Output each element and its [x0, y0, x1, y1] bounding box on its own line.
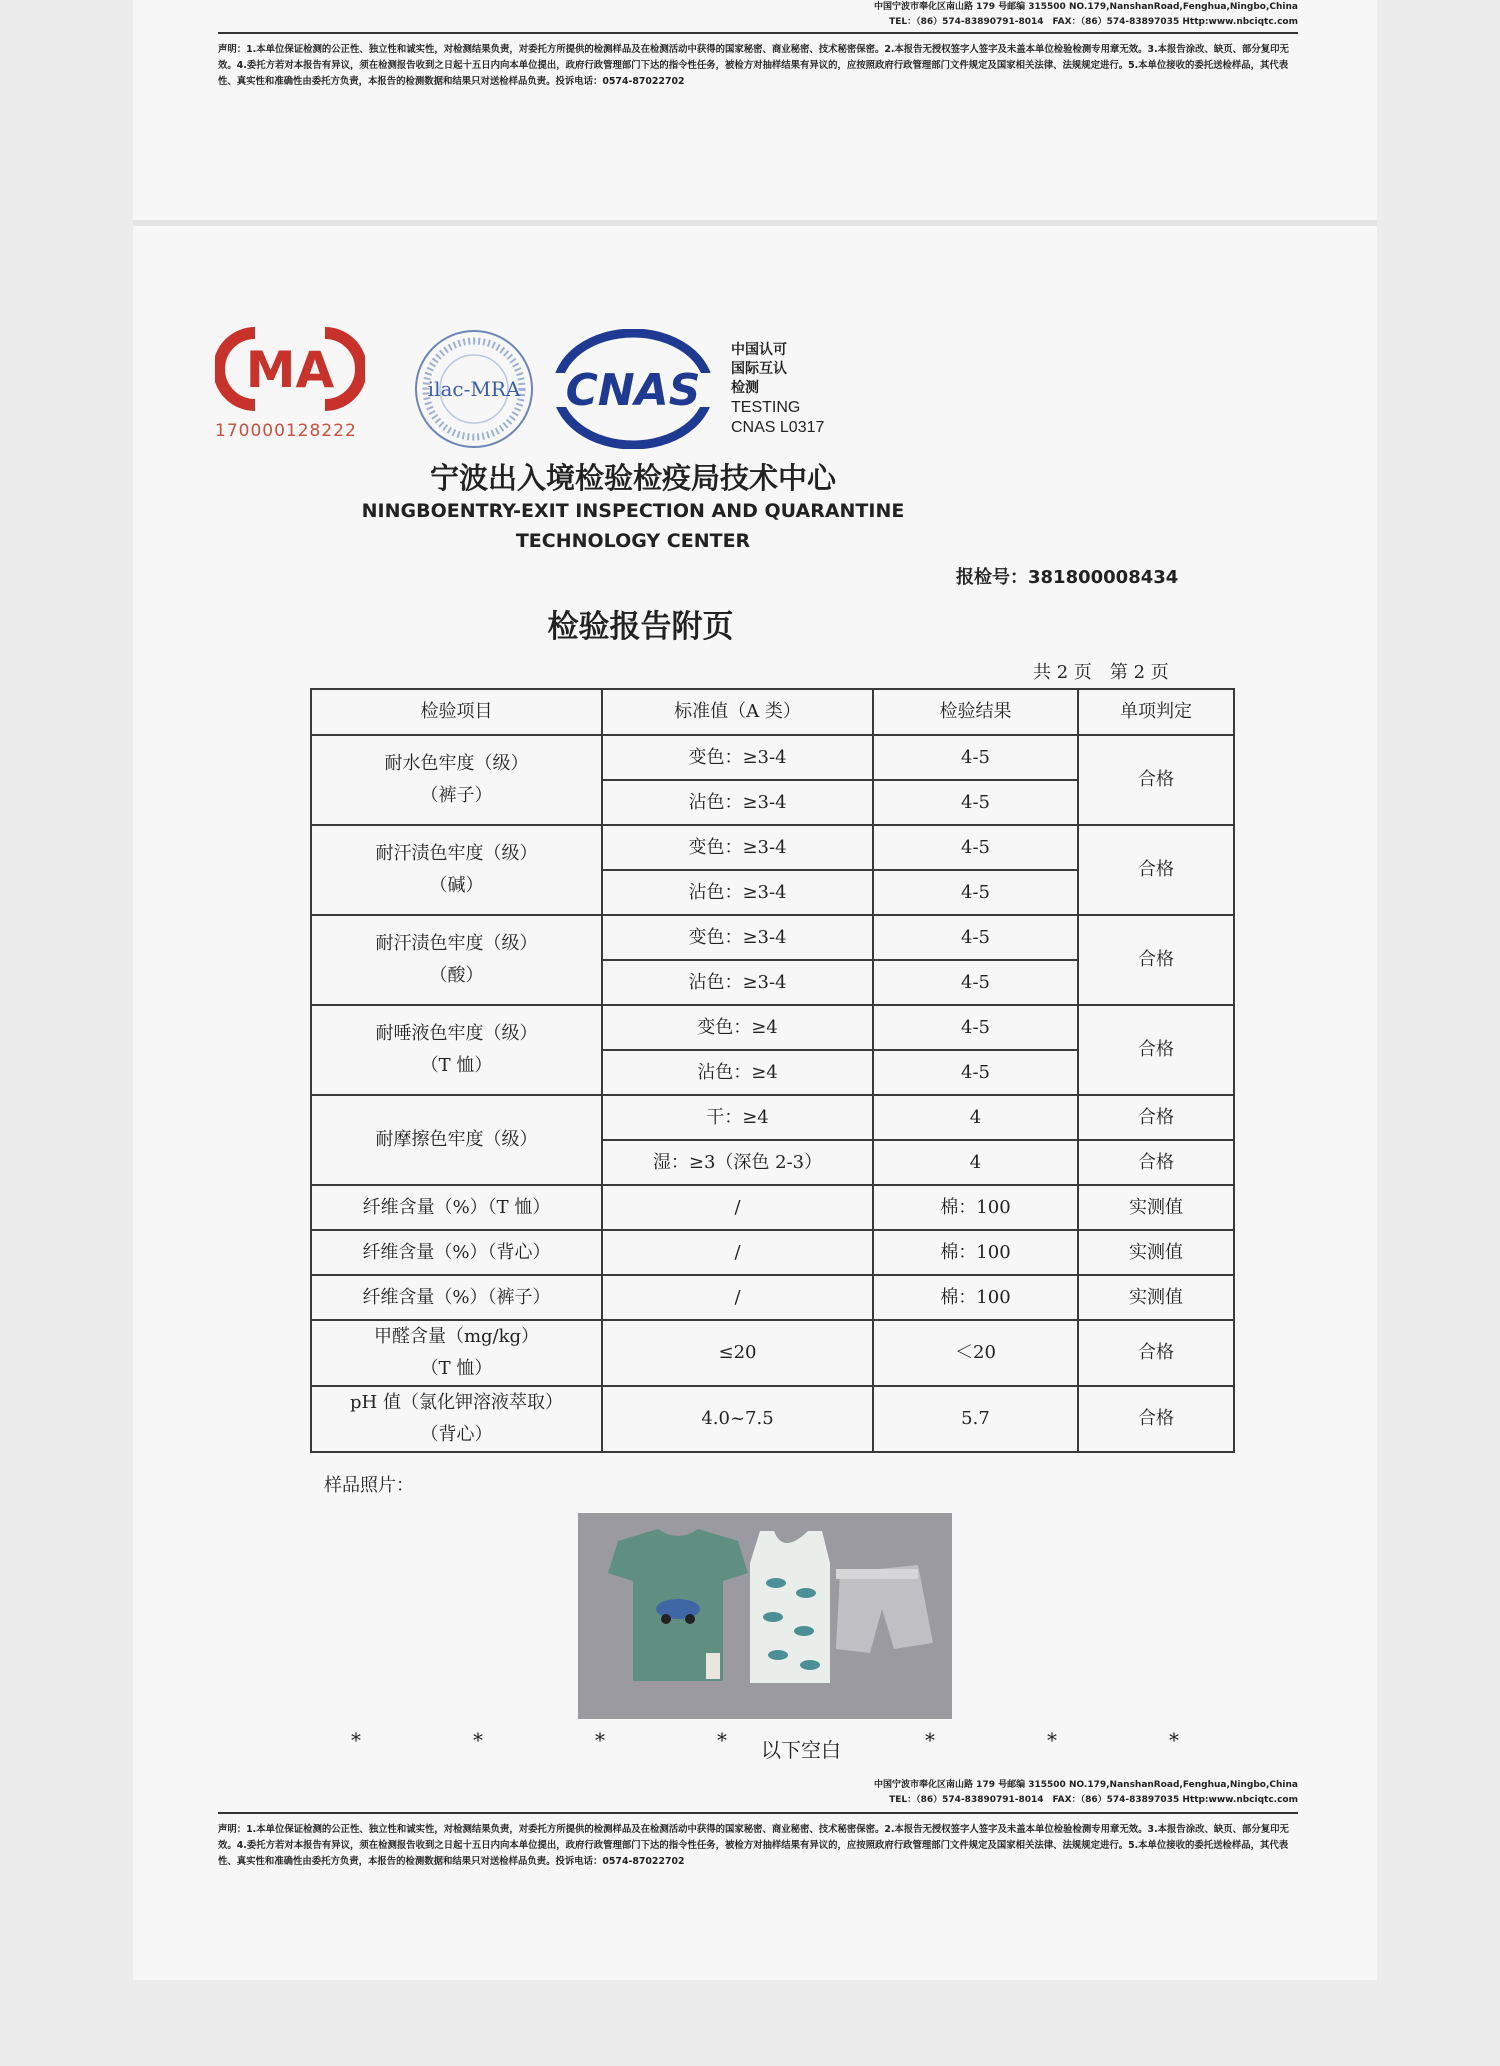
standard-cell: 湿：≥3（深色 2-3）: [602, 1140, 873, 1185]
standard-cell: 4.0~7.5: [602, 1386, 873, 1452]
item-cell: 纤维含量（%）（背心）: [311, 1230, 602, 1275]
item-cell: 甲醛含量（mg/kg） （T 恤）: [311, 1320, 602, 1386]
verdict-cell: 实测值: [1078, 1275, 1234, 1320]
cma-number: 170000128222: [215, 421, 357, 441]
col-header-item: 检验项目: [311, 689, 602, 735]
cnas-logo-text: CNAS: [565, 365, 701, 416]
table-row: [311, 1275, 1234, 1320]
page-indicator: 共 2 页 第 2 页: [1033, 662, 1169, 683]
item-cell: 纤维含量（%）（T 恤）: [311, 1185, 602, 1230]
cnas-logo: [553, 329, 713, 453]
cma-mark-icon: [215, 325, 365, 415]
standard-cell: 沾色：≥4: [602, 1050, 873, 1095]
verdict-cell: 实测值: [1078, 1230, 1234, 1275]
item-cell: 纤维含量（%）（裤子）: [311, 1275, 602, 1320]
star-mark: *: [1047, 1728, 1057, 1752]
result-cell: 4-5: [873, 735, 1078, 780]
org-name-cn: 宁波出入境检验检疫局技术中心: [429, 461, 836, 495]
footer-address: [874, 0, 1298, 30]
cnas-side-line: 中国认可: [731, 342, 787, 358]
verdict-cell: 合格: [1078, 735, 1234, 825]
table-row: [311, 1230, 1234, 1275]
cnas-side-line: TESTING: [731, 399, 801, 416]
result-cell: 棉：100: [873, 1185, 1078, 1230]
table-row: [311, 1005, 1234, 1050]
standard-cell: 沾色：≥3-4: [602, 960, 873, 1005]
verdict-cell: 合格: [1078, 1005, 1234, 1095]
footer-divider: [218, 32, 1298, 34]
result-cell: 5.7: [873, 1386, 1078, 1452]
col-header-verdict: 单项判定: [1078, 689, 1234, 735]
table-row: [311, 1185, 1234, 1230]
cnas-side-line: CNAS L0317: [731, 419, 825, 436]
star-mark: *: [473, 1728, 483, 1752]
result-cell: 棉：100: [873, 1275, 1078, 1320]
org-name-en-line2: TECHNOLOGY CENTER: [515, 530, 751, 552]
result-cell: 4-5: [873, 1050, 1078, 1095]
verdict-cell: 合格: [1078, 1320, 1234, 1386]
address-line: 中国宁波市奉化区南山路 179 号邮编 315500 NO.179,NanshanRoad,Fenghua,Ningbo,China: [874, 1780, 1298, 1790]
table-row: [311, 825, 1234, 870]
contact-line: TEL：（86）574-83890791-8014 FAX：（86）574-83897035 Http:www.nbciqtc.com: [889, 1795, 1298, 1805]
sample-photo: [578, 1513, 952, 1723]
star-mark: *: [351, 1728, 361, 1752]
result-cell: 4: [873, 1095, 1078, 1140]
result-cell: 4-5: [873, 1005, 1078, 1050]
standard-cell: /: [602, 1230, 873, 1275]
ilac-logo-text: ilac-MRA: [427, 377, 521, 401]
footer-divider: [218, 1812, 1298, 1814]
result-cell: 4-5: [873, 825, 1078, 870]
verdict-cell: 合格: [1078, 825, 1234, 915]
verdict-cell: 合格: [1078, 1140, 1234, 1185]
declaration-text: 声明：1.本单位保证检测的公正性、独立性和诚实性，对检测结果负责，对委托方所提供的检测样品及在检测活动中获得的国家秘密、商业秘密、技术秘密保密。2.本报告无授权签字人签字及未盖本单位检验检测专用章无效。3.本报告涂改、缺页、部分复印无效。4.委托方若对本报告有异议，须在检测报告收到之日起十五日内向本单位提出，政府行政管理部门下达的指令性任务，被检方对抽样结果有异议的，应按照政府行政管理部门文件规定及国家相关法律、法规规定进行。5.本单位接收的委托送检样品，其代表性、真实性和准确性由委托方负责，本报告的检测数据和结果只对送检样品负责。投诉电话：0574-87022702: [218, 1824, 1289, 1867]
verdict-cell: 合格: [1078, 1095, 1234, 1140]
previous-page: [133, 0, 1377, 220]
ilac-globe-icon: [413, 328, 535, 450]
verdict-cell: 合格: [1078, 1386, 1234, 1452]
results-table: [310, 688, 1235, 1453]
star-mark: *: [595, 1728, 605, 1752]
standard-cell: 干：≥4: [602, 1095, 873, 1140]
declaration-text: 声明：1.本单位保证检测的公正性、独立性和诚实性，对检测结果负责，对委托方所提供的检测样品及在检测活动中获得的国家秘密、商业秘密、技术秘密保密。2.本报告无授权签字人签字及未盖本单位检验检测专用章无效。3.本报告涂改、缺页、部分复印无效。4.委托方若对本报告有异议，须在检测报告收到之日起十五日内向本单位提出，政府行政管理部门下达的指令性任务，被检方对抽样结果有异议的，应按照政府行政管理部门文件规定及国家相关法律、法规规定进行。5.本单位接收的委托送检样品，其代表性、真实性和准确性由委托方负责，本报告的检测数据和结果只对送检样品负责。投诉电话：0574-87022702: [218, 44, 1289, 87]
standard-cell: 沾色：≥3-4: [602, 870, 873, 915]
item-cell: pH 值（氯化钾溶液萃取） （背心）: [311, 1386, 602, 1452]
report-page: [133, 226, 1377, 1980]
result-cell: 4: [873, 1140, 1078, 1185]
result-cell: 4-5: [873, 915, 1078, 960]
garment-photo-icon: [578, 1513, 952, 1719]
standard-cell: ≤20: [602, 1320, 873, 1386]
ilac-logo: [413, 328, 535, 454]
standard-cell: 沾色：≥3-4: [602, 780, 873, 825]
cma-logo: [215, 325, 365, 441]
page-title: 检验报告附页: [547, 609, 734, 645]
table-row: [311, 915, 1234, 960]
result-cell: ＜20: [873, 1320, 1078, 1386]
star-mark: *: [1169, 1728, 1179, 1752]
item-cell: 耐汗渍色牢度（级） （碱）: [311, 825, 602, 915]
blank-below-text: 以下空白: [761, 1738, 841, 1762]
verdict-cell: 合格: [1078, 915, 1234, 1005]
item-cell: 耐汗渍色牢度（级） （酸）: [311, 915, 602, 1005]
table-row: [311, 1386, 1234, 1452]
standard-cell: /: [602, 1275, 873, 1320]
table-row: [311, 735, 1234, 780]
col-header-standard: 标准值（A 类）: [602, 689, 873, 735]
standard-cell: 变色：≥3-4: [602, 915, 873, 960]
report-number: 报检号：381800008434: [956, 567, 1179, 588]
table-row: [311, 1095, 1234, 1140]
result-cell: 棉：100: [873, 1230, 1078, 1275]
star-mark: *: [717, 1728, 727, 1752]
result-cell: 4-5: [873, 960, 1078, 1005]
table-row: [311, 1320, 1234, 1386]
cma-logo-text: MA: [245, 341, 335, 399]
col-header-result: 检验结果: [873, 689, 1078, 735]
standard-cell: 变色：≥4: [602, 1005, 873, 1050]
footer-address: [874, 1778, 1298, 1808]
table-header-row: [311, 689, 1234, 735]
org-name-en-line1: NINGBOENTRY-EXIT INSPECTION AND QUARANTINE: [361, 500, 905, 522]
standard-cell: 变色：≥3-4: [602, 735, 873, 780]
result-cell: 4-5: [873, 870, 1078, 915]
standard-cell: 变色：≥3-4: [602, 825, 873, 870]
item-cell: 耐水色牢度（级） （裤子）: [311, 735, 602, 825]
cnas-side-text: [731, 341, 824, 438]
cnas-side-line: 国际互认: [731, 361, 787, 377]
contact-line: TEL：（86）574-83890791-8014 FAX：（86）574-83897035 Http:www.nbciqtc.com: [889, 17, 1298, 27]
standard-cell: /: [602, 1185, 873, 1230]
star-mark: *: [925, 1728, 935, 1752]
result-cell: 4-5: [873, 780, 1078, 825]
cnas-side-line: 检测: [731, 380, 759, 396]
item-cell: 耐唾液色牢度（级） （T 恤）: [311, 1005, 602, 1095]
address-line: 中国宁波市奉化区南山路 179 号邮编 315500 NO.179,NanshanRoad,Fenghua,Ningbo,China: [874, 2, 1298, 12]
item-cell: 耐摩擦色牢度（级）: [311, 1095, 602, 1185]
sample-photo-label: 样品照片：: [324, 1475, 414, 1496]
cnas-mark-icon: [553, 329, 713, 449]
verdict-cell: 实测值: [1078, 1185, 1234, 1230]
